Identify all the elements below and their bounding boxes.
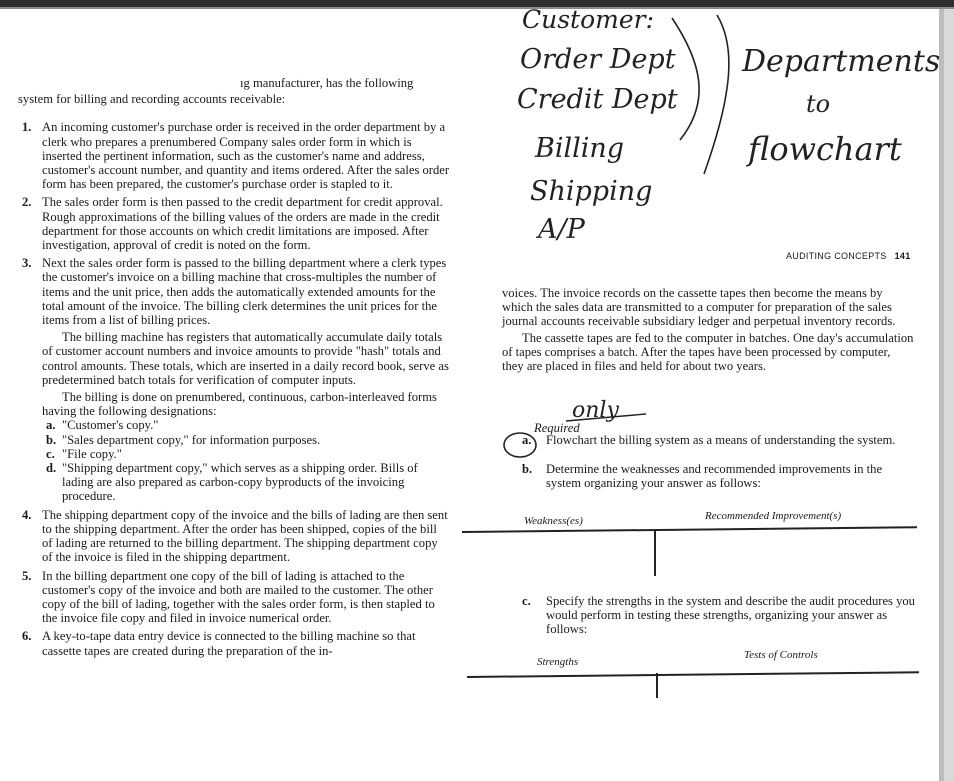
sub-item-text: "Sales department copy," for information purposes. xyxy=(62,432,321,447)
item-text: In the billing department one copy of the bill of lading is attached to the customer's copy of the invoice and both are mailed to the customer. The other copy of the bill of lading, together with the sales order form, is then stapled to the invoice file copy and filed in invoice numerical order. xyxy=(42,568,435,626)
handwritten-to: to xyxy=(806,90,831,118)
item-text: The sales order form is then passed to the credit department for credit approval. Rough approximations of the billing values of the orders are made in the credit department for those accounts on which credit limitations are imposed. After investigation, approval of credit is noted on the form. xyxy=(42,195,443,253)
handwritten-only: only xyxy=(572,398,619,423)
item-text: Next the sales order form is passed to the billing department where a clerk types the customer's invoice on a billing machine that cross-multiples the number of items and the unit price, then adds the automatically extended amounts for the total amount of the invoice. The billing clerk determines the unit prices for the items from a list of billing prices. xyxy=(42,256,447,328)
requirement-text: Determine the weaknesses and recommended improvements in the system organizing your answer as follows: xyxy=(546,462,883,491)
requirement-letter: c. xyxy=(522,594,531,608)
underline-mark xyxy=(566,414,646,421)
intro-line-1: ıg manufacturer, has the following xyxy=(240,76,414,90)
sub-item-letter: c. xyxy=(46,446,55,461)
intro-line-2: system for billing and recording accounts receivable: xyxy=(18,92,286,107)
item-paragraph: The billing machine has registers that automatically accumulate daily totals of customer account numbers and invoice amounts to provide "hash" totals and control amounts. These totals, which are inserted in a daily record book, serve as predetermined batch totals for verification of computer inputs. xyxy=(42,330,449,387)
item-number: 2. xyxy=(22,195,32,210)
requirement-letter: a. xyxy=(522,433,532,447)
item-number: 5. xyxy=(22,568,32,583)
handwritten-order-dept: Order Dept xyxy=(520,44,676,75)
item-number: 3. xyxy=(22,256,32,271)
sub-item-letter: a. xyxy=(46,418,56,433)
handwritten-shipping: Shipping xyxy=(530,176,653,207)
sub-item-letter: b. xyxy=(46,432,57,447)
table2-col2-header: Tests of Controls xyxy=(744,649,818,661)
item-text: The shipping department copy of the invoice and the bills of lading are then sent to the shipping department. After the order has been shipped, copies of the bill of lading are returned to the billing department. The shipping department copy of the invoice is filed in the shipping department. xyxy=(42,507,448,565)
item-paragraph: The billing is done on prenumbered, continuous, carbon-interleaved forms having the following designations: xyxy=(42,390,437,419)
sub-item-text: "Customer's copy." xyxy=(62,418,159,433)
handwritten-credit-dept: Credit Dept xyxy=(517,84,678,115)
sub-item-letter: d. xyxy=(46,461,57,476)
continued-paragraph: voices. The invoice records on the cassette tapes then become the means by which the sales data are transmitted to a computer for preparation of the sales journal accounts receivable subsidiary ledger and perpetual inventory records. xyxy=(502,286,896,329)
handwritten-flowchart: flowchart xyxy=(748,130,902,168)
page-number: 141 xyxy=(894,251,911,261)
bracket-mark xyxy=(672,18,699,140)
item-number: 6. xyxy=(22,629,32,644)
table1-col2-header: Recommended Improvement(s) xyxy=(705,510,842,522)
item-number: 1. xyxy=(22,120,32,135)
item-text: An incoming customer's purchase order is received in the order department by a clerk who prepares a prenumbered Company sales order form in which is inserted the pertinent information, such as the customer's name and address, customer's account number, and quantity and items ordered. After the sales order form has been prepared, the customer's purchase order is stapled to it. xyxy=(42,120,450,192)
handwritten-departments: Departments xyxy=(742,44,941,79)
handwritten-billing: Billing xyxy=(535,133,625,164)
header-title: AUDITING CONCEPTS xyxy=(786,251,887,261)
circle-mark xyxy=(504,433,536,457)
arrow-line-mark xyxy=(704,15,729,174)
handwritten-customer: Customer: xyxy=(522,5,655,34)
item-text: A key-to-tape data entry device is connected to the billing machine so that cassette tapes are created during the preparation of the in- xyxy=(42,629,416,658)
sub-item-text: "Shipping department copy," which serves as a shipping order. Bills of lading are also prepared as carbon-copy byproducts of the invoicing procedure. xyxy=(62,461,418,504)
requirement-text: Specify the strengths in the system and describe the audit procedures you would perform in testing these strengths, organizing your answer as follows: xyxy=(546,594,915,637)
table1-col1-header: Weakness(es) xyxy=(524,515,583,527)
batch-paragraph: The cassette tapes are fed to the computer in batches. One day's accumulation of tapes comprises a batch. After the tapes have been processed by computer, they are placed in files and held for about two years. xyxy=(502,330,914,374)
requirement-text: Flowchart the billing system as a means of understanding the system. xyxy=(546,433,896,447)
sub-item-text: "File copy." xyxy=(62,446,122,461)
required-label: Required xyxy=(534,421,580,435)
handwritten-ap: A/P xyxy=(538,214,585,245)
table2-col1-header: Strengths xyxy=(537,656,579,668)
requirement-letter: b. xyxy=(522,462,533,476)
item-number: 4. xyxy=(22,507,32,522)
